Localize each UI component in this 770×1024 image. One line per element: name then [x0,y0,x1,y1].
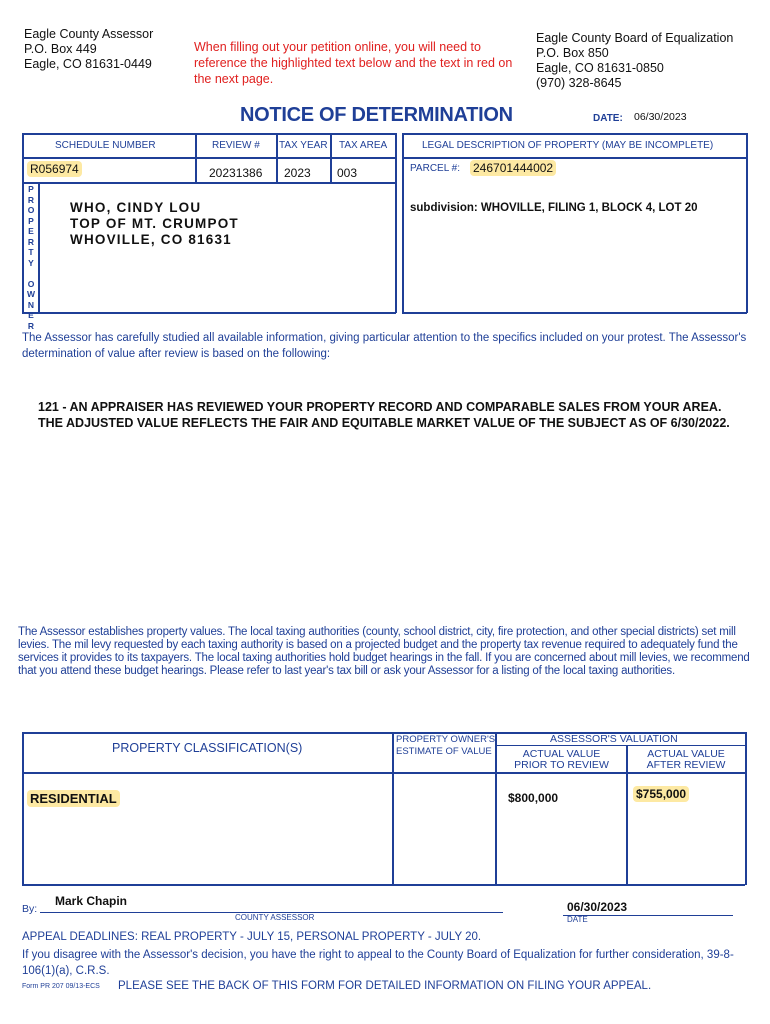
property-owner-letter: N [27,299,35,310]
schedule-number: R056974 [27,161,82,177]
legal-description-header: LEGAL DESCRIPTION OF PROPERTY (MAY BE INCOMPLETE) [422,140,714,151]
valuation-sep-1 [392,732,394,885]
valuation-header-rule [22,772,745,774]
tax-area-header: TAX AREA [339,140,388,151]
appeal-deadlines: APPEAL DEADLINES: REAL PROPERTY - JULY 15, PERSONAL PROPERTY - JULY 20. [22,931,482,943]
owner-address-line1: TOP OF MT. CRUMPOT [70,216,239,231]
assessor-signature-name: Mark Chapin [55,894,128,908]
owner-block [70,200,239,248]
board-address-line1: P.O. Box 850 [536,46,609,60]
col-sep-3 [330,133,332,183]
right-border [746,133,748,313]
back-of-form-notice: PLEASE SEE THE BACK OF THIS FORM FOR DETAILED INFORMATION ON FILING YOUR APPEAL. [118,980,652,992]
assessor-address-line2: Eagle, CO 81631-0449 [24,57,152,71]
record-rule [22,182,396,184]
owner-address-line2: WHOVILLE, CO 81631 [70,232,232,247]
assessor-address [24,27,153,72]
valuation-right-border [745,732,747,885]
property-owner-letter: R [27,320,35,331]
board-phone: (970) 328-8645 [536,76,622,90]
parcel-label: PARCEL #: [410,163,461,174]
owner-bottom-rule [22,312,396,314]
valuation-sep-3 [626,745,628,885]
assessor-valuation-header: ASSESSOR'S VALUATION [550,733,678,745]
board-address-line2: Eagle, CO 81631-0850 [536,61,664,75]
prior-value-header-line1: ACTUAL VALUE [522,748,601,760]
property-owner-letter: O [27,278,35,289]
county-assessor-label: COUNTY ASSESSOR [235,913,315,922]
tax-area: 003 [337,166,358,180]
valuation-left-border [22,732,24,885]
prior-value-header-line2: PRIOR TO REVIEW [514,759,609,771]
property-owner-letter: E [28,310,34,320]
mid-border-b [402,133,404,313]
parcel-number: 246701444002 [470,160,556,176]
board-name: Eagle County Board of Equalization [536,31,734,45]
after-value-header-line2: AFTER REVIEW [646,759,726,771]
header-rule [22,157,396,159]
board-address [536,31,733,91]
value-after-review: $755,000 [633,786,689,802]
table-top-rule [22,133,396,135]
value-prior-to-review: $800,000 [508,791,559,805]
owner-estimate-header-line2: ESTIMATE OF VALUE [396,746,492,757]
owner-name: WHO, CINDY LOU [70,200,202,215]
property-owner-letter: P [28,184,34,194]
form-number: Form PR 207 09/13-ECS [22,983,100,990]
signature-date: 06/30/2023 [567,900,628,914]
property-owner-letter [25,268,37,279]
owner-estimate-header [396,734,495,758]
left-border [22,133,24,313]
after-value-header-line1: ACTUAL VALUE [647,748,725,760]
owner-label-sep [38,182,40,313]
tax-year: 2023 [284,166,311,180]
mill-levy-paragraph: The Assessor establishes property values. The local taxing authorities (county, school district, city, fire protection, and other special districts) set mill levies. The mil levy requested by each taxing authority is based on a projected budget and the property tax revenue required to adequately fund the services it provides to its taxpayers. The local taxing authorities hold budget hearings in the fall. If you are concerned about mill levies, we recommend that you attend these budget hearings. Please refer to last year's tax bill or ask your Assessor for a listing of the local taxing authorities. [18,626,750,677]
owner-estimate-header-line1: PROPERTY OWNER'S [396,734,496,745]
property-owner-letter: E [28,226,34,236]
property-owner-letter: R [27,194,35,205]
schedule-number-header: SCHEDULE NUMBER [55,140,156,151]
tax-year-header: TAX YEAR [279,140,328,151]
date-label: DATE: [593,113,623,124]
header-rule-right [402,157,746,159]
property-owner-letter: T [28,247,34,257]
legal-bottom-rule [402,312,747,314]
date-value: 06/30/2023 [634,111,687,123]
property-owner-letter: W [26,289,36,299]
date-line [563,915,733,916]
col-sep-1 [195,133,197,183]
classification-header: PROPERTY CLASSIFICATION(S) [112,741,303,755]
table-top-rule-right [402,133,746,135]
prior-value-header [504,749,619,771]
assessor-name: Eagle County Assessor [24,27,154,41]
property-owner-letter: O [27,205,35,215]
property-owner-letter: Y [28,257,34,268]
assessor-header-rule [495,745,745,746]
by-label: By: [22,903,38,915]
review-number-header: REVIEW # [212,140,260,151]
property-owner-letter: P [28,215,34,226]
valuation-sep-2 [495,732,497,885]
property-owner-label [25,184,37,331]
determination-reason: 121 - AN APPRAISER HAS REVIEWED YOUR PROPERTY RECORD AND COMPARABLE SALES FROM YOUR AREA. THE ADJUSTED VALUE REFLECTS THE FAIR AND EQUITABLE MARKET VALUE OF THE SUBJECT AS OF 6/30/2022. [38,400,730,430]
property-classification: RESIDENTIAL [27,790,120,807]
page-title: NOTICE OF DETERMINATION [240,104,513,126]
after-value-header [630,749,742,771]
appeal-rights-text: If you disagree with the Assessor's decision, you have the right to appeal to the County Board of Equalization for further consideration, 39-8-106(1)(a), C.R.S. [22,949,734,977]
assessor-address-line1: P.O. Box 449 [24,42,97,56]
mid-border-a [395,133,397,313]
date-line-label: DATE [567,915,588,924]
petition-note: When filling out your petition online, you will need to reference the highlighted text below and the text in red on the next page. [194,40,513,86]
property-owner-letter: R [27,236,35,247]
intro-paragraph: The Assessor has carefully studied all available information, giving particular attention to the specifics included on your protest. The Assessor's determination of value after review is based on the following: [22,332,747,360]
legal-description: subdivision: WHOVILLE, FILING 1, BLOCK 4, LOT 20 [410,202,698,214]
valuation-bottom-rule [22,884,745,886]
review-number: 20231386 [209,166,263,180]
col-sep-2 [276,133,278,183]
